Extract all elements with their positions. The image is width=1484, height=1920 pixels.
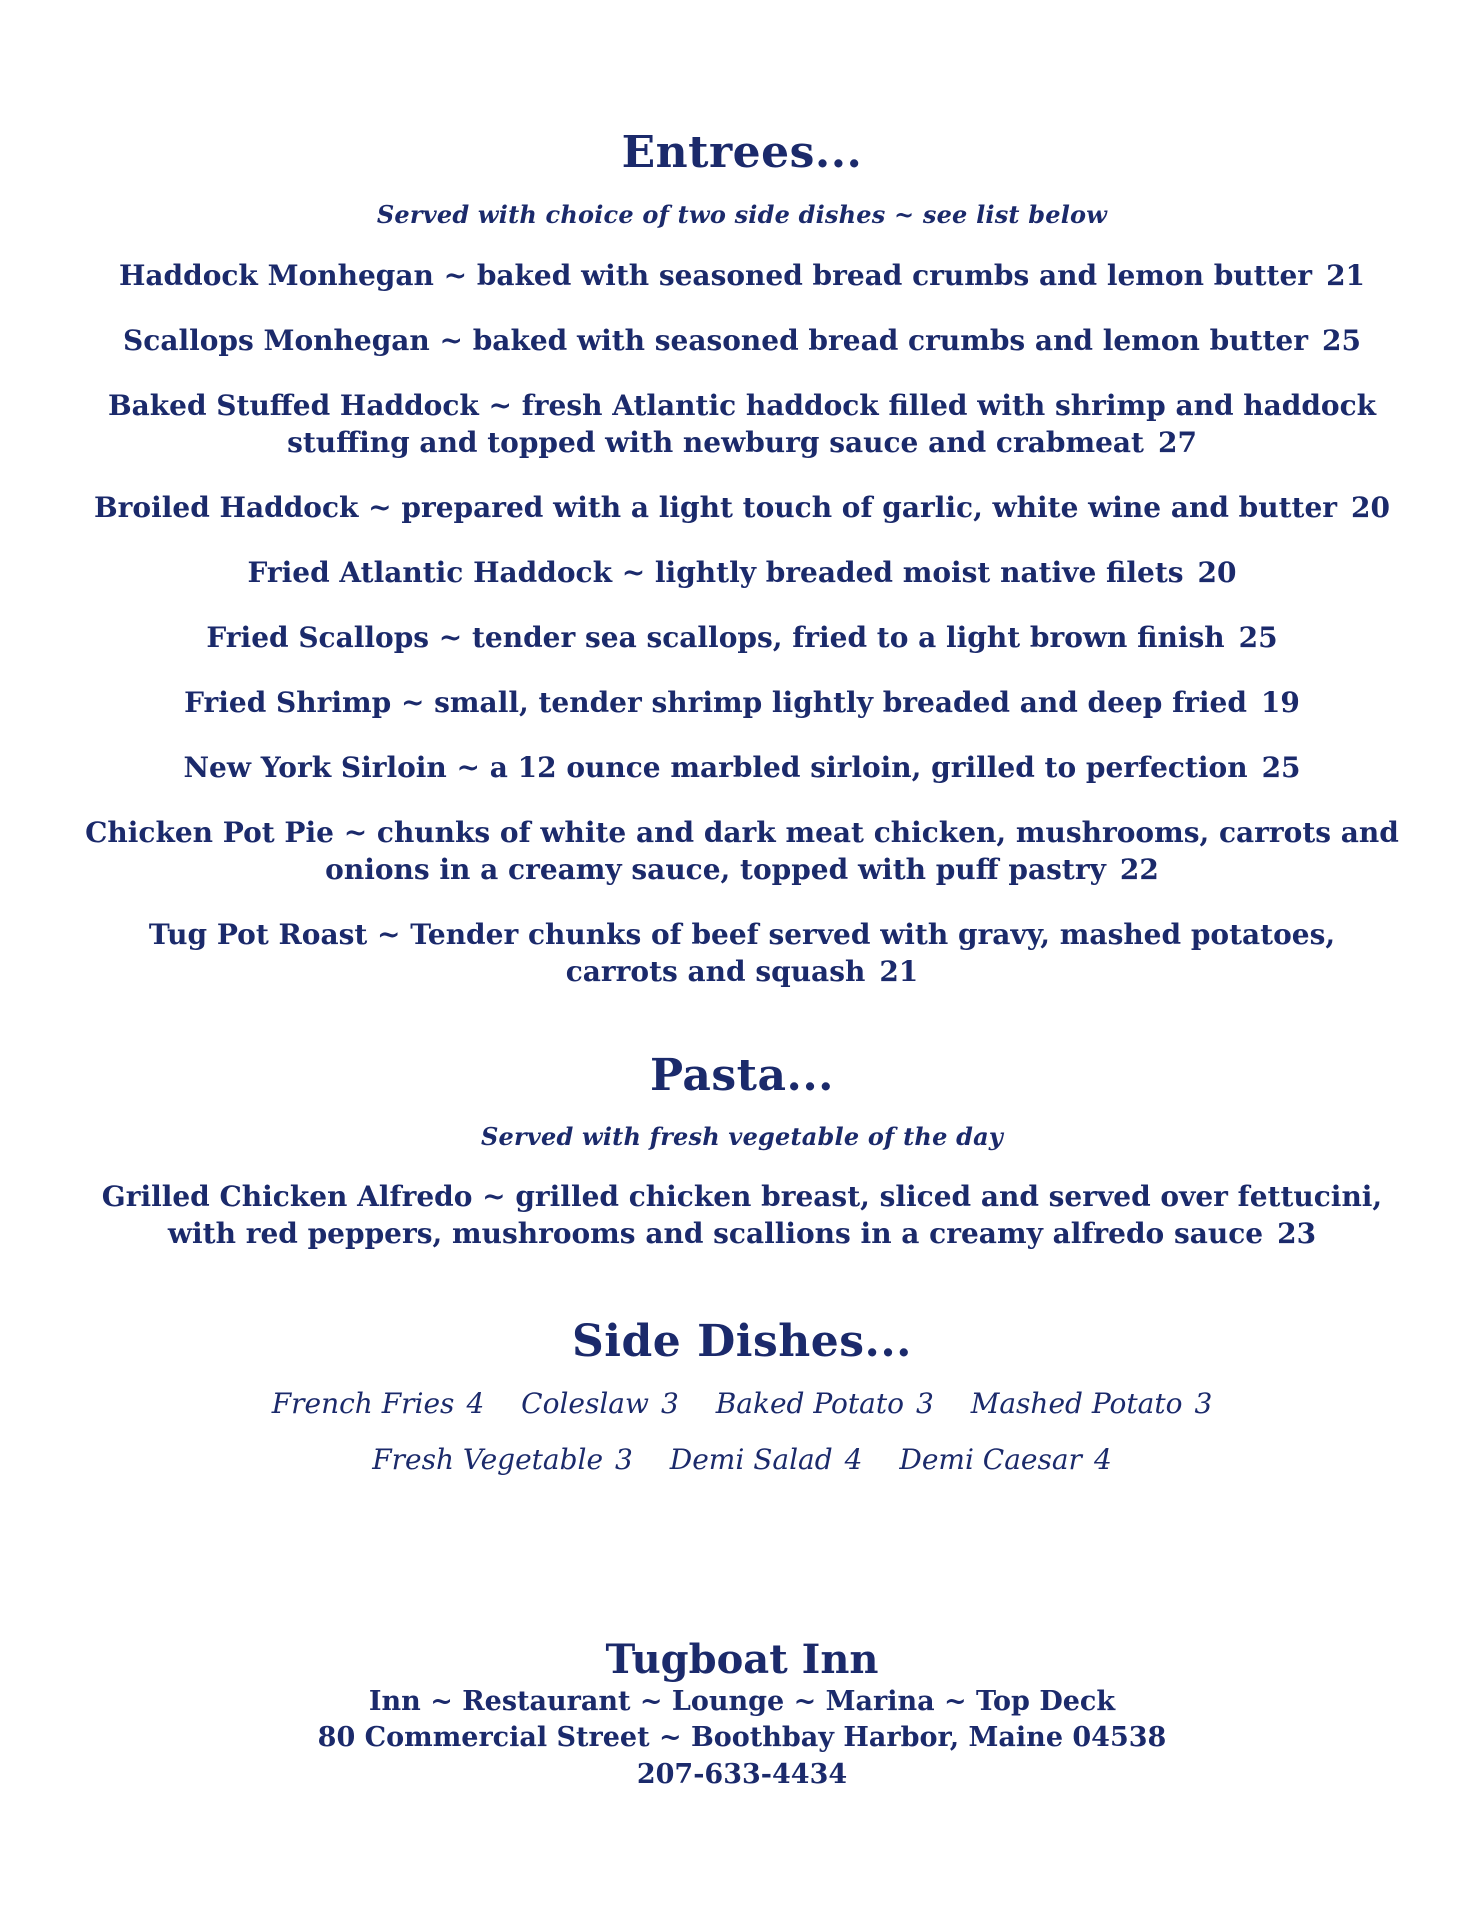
side-dish bbox=[716, 1387, 934, 1420]
entree-item-text: Fried Shrimp ~ small, tender shrimp lightly breaded and deep fried bbox=[184, 686, 1247, 719]
pasta-title: Pasta... bbox=[650, 1050, 834, 1101]
side-dish bbox=[372, 1443, 633, 1476]
side-dish-price: 3 bbox=[1194, 1387, 1213, 1420]
entree-item bbox=[32, 257, 1452, 294]
entree-item bbox=[32, 916, 1452, 990]
side-dish-name: French Fries bbox=[271, 1387, 455, 1420]
side-dish bbox=[899, 1443, 1111, 1476]
side-dishes-row bbox=[0, 1442, 1484, 1478]
entree-item-text: carrots and squash bbox=[565, 955, 866, 988]
entree-item bbox=[32, 322, 1452, 359]
side-dish bbox=[971, 1387, 1213, 1420]
pasta-item bbox=[32, 1178, 1452, 1252]
entree-item-price: 25 bbox=[1238, 621, 1278, 654]
pasta-item-price: 23 bbox=[1277, 1217, 1317, 1250]
side-dish bbox=[670, 1443, 863, 1476]
entrees-title: Entrees... bbox=[621, 127, 863, 178]
entree-item-price: 19 bbox=[1260, 686, 1300, 719]
entree-item-price: 27 bbox=[1157, 426, 1197, 459]
side-dishes-title: Side Dishes... bbox=[572, 1316, 912, 1367]
entree-item bbox=[32, 814, 1452, 888]
entree-item-price: 25 bbox=[1261, 751, 1301, 784]
restaurant-tagline: Inn ~ Restaurant ~ Lounge ~ Marina ~ Top Deck bbox=[368, 1686, 1116, 1717]
entree-item-price: 22 bbox=[1119, 853, 1159, 886]
pasta-item-text: with red peppers, mushrooms and scallions in a creamy alfredo sauce bbox=[167, 1217, 1264, 1250]
side-dish-price: 3 bbox=[660, 1387, 679, 1420]
entree-item bbox=[32, 684, 1452, 721]
restaurant-phone: 207-633-4434 bbox=[636, 1759, 848, 1790]
entree-item bbox=[32, 619, 1452, 656]
side-dish-name: Demi Salad bbox=[669, 1443, 833, 1476]
side-dish bbox=[521, 1387, 679, 1420]
entree-item-text: Chicken Pot Pie ~ chunks of white and dark meat chicken, mushrooms, carrots and bbox=[85, 816, 1399, 849]
entree-item-price: 21 bbox=[879, 955, 919, 988]
entree-item-price: 20 bbox=[1197, 556, 1237, 589]
entree-item-price: 21 bbox=[1326, 259, 1366, 292]
side-dish-price: 4 bbox=[844, 1443, 863, 1476]
side-dish-price: 4 bbox=[466, 1387, 485, 1420]
side-dish bbox=[272, 1387, 485, 1420]
entree-item bbox=[32, 489, 1452, 526]
entree-item-price: 20 bbox=[1351, 491, 1390, 524]
entree-item-text: Fried Atlantic Haddock ~ lightly breaded moist native filets bbox=[247, 556, 1184, 589]
entree-item-text: Haddock Monhegan ~ baked with seasoned bread crumbs and lemon butter bbox=[118, 259, 1313, 292]
side-dish-price: 3 bbox=[615, 1443, 633, 1476]
pasta-note: Served with fresh vegetable of the day bbox=[481, 1122, 1003, 1151]
entrees-note: Served with choice of two side dishes ~ see list below bbox=[376, 200, 1108, 229]
entree-item bbox=[32, 554, 1452, 591]
restaurant-address: 80 Commercial Street ~ Boothbay Harbor, Maine 04538 bbox=[317, 1722, 1167, 1753]
entree-item-text: New York Sirloin ~ a 12 ounce marbled sirloin, grilled to perfection bbox=[183, 751, 1248, 784]
entree-item-text: stuffing and topped with newburg sauce and crabmeat bbox=[287, 426, 1144, 459]
entree-item-text: Scallops Monhegan ~ baked with seasoned bread crumbs and lemon butter bbox=[123, 324, 1308, 357]
side-dish-name: Mashed Potato bbox=[970, 1387, 1183, 1420]
side-dishes-row bbox=[0, 1386, 1484, 1422]
entree-item-text: onions in a creamy sauce, topped with puff pastry bbox=[325, 853, 1106, 886]
entree-item-text: Baked Stuffed Haddock ~ fresh Atlantic haddock filled with shrimp and haddock bbox=[107, 389, 1377, 422]
entree-item-text: Broiled Haddock ~ prepared with a light touch of garlic, white wine and butter bbox=[94, 491, 1338, 524]
entree-item-text: Tug Pot Roast ~ Tender chunks of beef served with gravy, mashed potatoes, bbox=[148, 918, 1336, 951]
side-dish-price: 4 bbox=[1093, 1443, 1112, 1476]
entree-item-text: Fried Scallops ~ tender sea scallops, fried to a light brown finish bbox=[206, 621, 1225, 654]
side-dish-name: Fresh Vegetable bbox=[372, 1443, 604, 1476]
entree-item bbox=[32, 749, 1452, 786]
side-dish-name: Demi Caesar bbox=[899, 1443, 1082, 1476]
side-dish-price: 3 bbox=[915, 1387, 934, 1420]
restaurant-name: Tugboat Inn bbox=[605, 1636, 879, 1683]
side-dish-name: Baked Potato bbox=[715, 1387, 904, 1420]
pasta-item-text: Grilled Chicken Alfredo ~ grilled chicken breast, sliced and served over fettucini, bbox=[101, 1180, 1383, 1213]
side-dish-name: Coleslaw bbox=[521, 1387, 649, 1420]
entree-item-price: 25 bbox=[1321, 324, 1361, 357]
entree-item bbox=[32, 387, 1452, 461]
